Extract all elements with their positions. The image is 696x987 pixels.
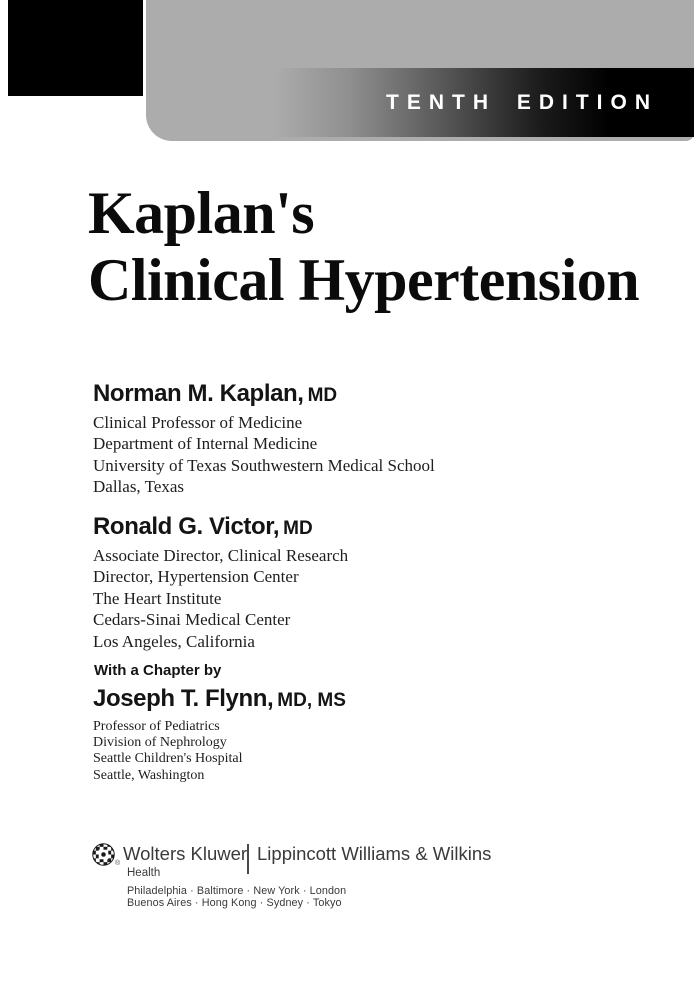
- affiliation-line: Division of Nephrology: [93, 735, 227, 751]
- affiliation-line: University of Texas Southwestern Medical School: [93, 455, 435, 475]
- publisher-divider: [247, 844, 249, 874]
- contributor-name: [93, 686, 346, 713]
- registered-mark: ®: [115, 860, 121, 867]
- affiliation-line: Director, Hypertension Center: [93, 567, 299, 587]
- affiliation-line: Cedars-Sinai Medical Center: [93, 610, 291, 630]
- affiliation-line: Dallas, Texas: [93, 477, 185, 497]
- edition-label: TENTH EDITION: [386, 90, 658, 114]
- contributor-degrees: MD, MS: [277, 690, 346, 711]
- publisher-division: Health: [127, 867, 161, 879]
- author-name-kaplan: [93, 381, 435, 408]
- publisher-brand: Wolters Kluwer: [123, 843, 248, 864]
- affiliation-line: Associate Director, Clinical Research: [93, 546, 349, 565]
- affiliation-line: Los Angeles, California: [93, 631, 255, 651]
- book-title-line2: Clinical Hypertension: [88, 247, 640, 313]
- author-block-victor: [93, 514, 348, 652]
- book-title: [88, 180, 639, 314]
- affiliation-line: Department of Internal Medicine: [93, 434, 318, 454]
- edition-band: [274, 68, 694, 137]
- publisher-cities-line2: Buenos Aires · Hong Kong · Sydney · Tokyo: [127, 897, 342, 909]
- affiliation-line: Clinical Professor of Medicine: [93, 413, 303, 432]
- contributor-affiliations: [93, 719, 346, 784]
- author-affiliations: [93, 545, 348, 652]
- author-degrees: MD: [307, 385, 338, 406]
- affiliation-line: Seattle Children's Hospital: [93, 751, 243, 767]
- publisher-imprint: Lippincott Williams & Wilkins: [257, 843, 492, 864]
- author-name-text: Ronald G. Victor,: [93, 513, 280, 540]
- affiliation-line: The Heart Institute: [93, 588, 222, 608]
- author-name-text: Norman M. Kaplan,: [93, 380, 304, 407]
- contributor-block-flynn: [93, 663, 346, 784]
- author-degrees: MD: [283, 518, 313, 539]
- publisher-cities-line1: Philadelphia · Baltimore · New York · London: [127, 885, 347, 897]
- author-name-victor: [93, 514, 348, 541]
- author-affiliations: [93, 412, 435, 498]
- author-block-kaplan: [93, 381, 435, 498]
- contributor-name-text: Joseph T. Flynn,: [93, 685, 274, 712]
- affiliation-line: Seattle, Washington: [93, 767, 205, 783]
- contributor-intro: With a Chapter by: [94, 662, 222, 679]
- top-gray-banner: [146, 0, 694, 141]
- wolters-kluwer-logo-icon: [92, 843, 115, 866]
- affiliation-line: Professor of Pediatrics: [93, 719, 220, 734]
- publisher-block: [92, 841, 612, 921]
- book-title-line1: Kaplan's: [88, 180, 315, 246]
- cover-black-box: [8, 0, 143, 96]
